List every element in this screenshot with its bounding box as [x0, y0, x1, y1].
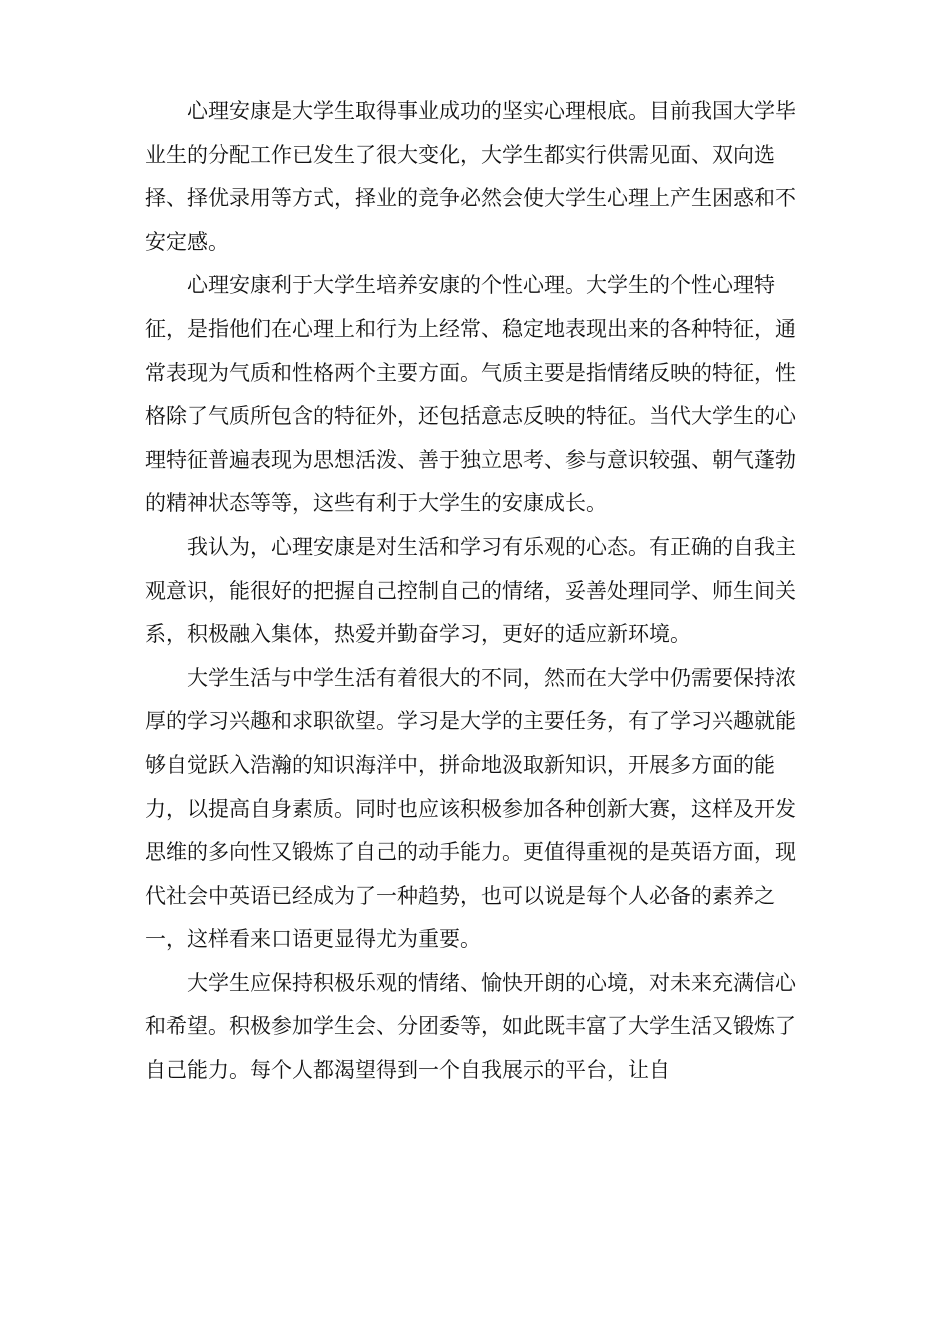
document-body	[145, 90, 805, 1093]
paragraph-3: 我认为，心理安康是对生活和学习有乐观的心态。有正确的自我主观意识，能很好的把握自己控制自己的情绪，妥善处理同学、师生间关系，积极融入集体，热爱并勤奋学习，更好的适应新环境。	[145, 534, 796, 647]
paragraph-4: 大学生活与中学生活有着很大的不同，然而在大学中仍需要保持浓厚的学习兴趣和求职欲望。学习是大学的主要任务，有了学习兴趣就能够自觉跃入浩瀚的知识海洋中，拼命地汲取新知识，开展多方面的能力，以提高自身素质。同时也应该积极参加各种创新大赛，这样及开发思维的多向性又锻炼了自己的动手能力。更值得重视的是英语方面，现代社会中英语已经成为了一种趋势，也可以说是每个人必备的素养之一，这样看来口语更显得尤为重要。	[145, 665, 796, 952]
paragraph-1: 心理安康是大学生取得事业成功的坚实心理根底。目前我国大学毕业生的分配工作已发生了很大变化，大学生都实行供需见面、双向选择、择优录用等方式，择业的竞争必然会使大学生心理上产生困惑和不安定感。	[145, 99, 796, 254]
paragraph-2: 心理安康利于大学生培养安康的个性心理。大学生的个性心理特征，是指他们在心理上和行为上经常、稳定地表现出来的各种特征，通常表现为气质和性格两个主要方面。气质主要是指情绪反映的特征，性格除了气质所包含的特征外，还包括意志反映的特征。当代大学生的心理特征普遍表现为思想活泼、善于独立思考、参与意识较强、朝气蓬勃的精神状态等等，这些有利于大学生的安康成长。	[145, 273, 796, 516]
paragraph-5: 大学生应保持积极乐观的情绪、愉快开朗的心境，对未来充满信心和希望。积极参加学生会、分团委等，如此既丰富了大学生活又锻炼了自己能力。每个人都渴望得到一个自我展示的平台，让自	[145, 970, 796, 1083]
